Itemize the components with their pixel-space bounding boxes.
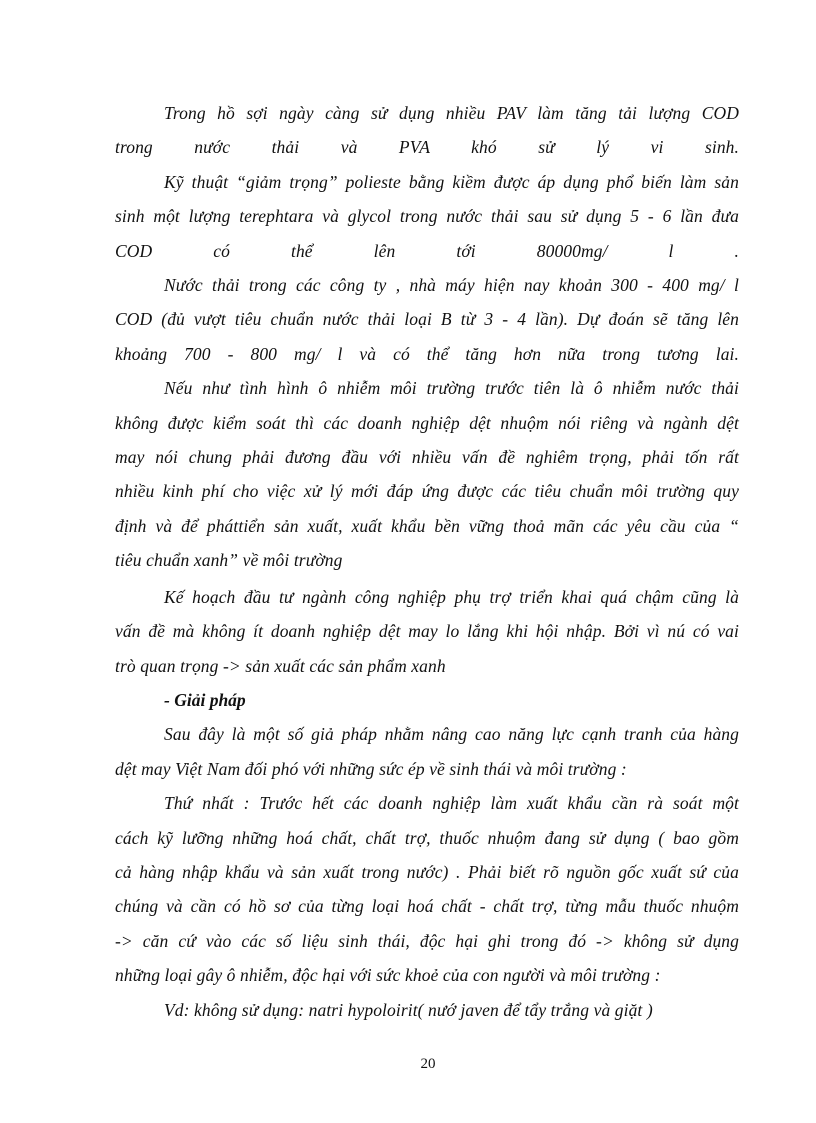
paragraph-3-line-2: COD (đủ vượt tiêu chuẩn nước thải loại B từ 3 - 4 lần). Dự đoán sẽ tăng lên	[115, 309, 739, 330]
paragraph-5-line-2: vấn đề mà không ít doanh nghiệp dệt may lo lắng khi hội nhập. Bởi vì nú có vai	[115, 621, 739, 642]
paragraph-7-line-5: -> căn cứ vào các số liệu sinh thái, độc hại ghi trong đó -> không sử dụng	[115, 930, 739, 951]
paragraph-4-line-2: không được kiểm soát thì các doanh nghiệp dệt nhuộm nói riêng và ngành dệt	[115, 412, 739, 433]
paragraph-7-line-3: cả hàng nhập khẩu và sản xuất trong nước) . Phải biết rõ nguồn gốc xuất sứ của	[115, 861, 739, 882]
document-page	[115, 96, 739, 1027]
paragraph-3	[115, 268, 739, 371]
paragraph-4	[115, 371, 739, 577]
paragraph-3-line-3: khoảng 700 - 800 mg/ l và có thể tăng hơn nữa trong tương lai.	[115, 343, 739, 364]
paragraph-6-line-2: dệt may Việt Nam đối phó với những sức ép về sinh thái và môi trường :	[115, 758, 627, 779]
paragraph-5-line-3: trò quan trọng -> sản xuất các sản phẩm xanh	[115, 655, 446, 676]
paragraph-4-line-1: Nếu như tình hình ô nhiễm môi trường trước tiên là ô nhiễm nước thải	[164, 378, 739, 399]
paragraph-4-line-3: may nói chung phải đương đầu với nhiều vấn đề nghiêm trọng, phải tốn rất	[115, 447, 739, 468]
paragraph-2	[115, 165, 739, 268]
paragraph-4-line-4: nhiều kinh phí cho việc xử lý mới đáp ứng được các tiêu chuẩn môi trường quy	[115, 481, 739, 502]
paragraph-4-line-5: định và để pháttiển sản xuất, xuất khẩu bền vững thoả mãn các yêu cầu của “	[115, 515, 739, 536]
paragraph-2-line-3: COD có thể lên tới 80000mg/ l .	[115, 240, 739, 261]
paragraph-7-line-6: những loại gây ô nhiễm, độc hại với sức khoẻ của con người và môi trường :	[115, 965, 661, 986]
paragraph-8	[115, 993, 739, 1027]
paragraph-7-line-1: Thứ nhất : Trước hết các doanh nghiệp làm xuất khẩu cần rà soát một	[164, 793, 739, 814]
paragraph-2-line-2: sinh một lượng terephtara và glycol trong nước thải sau sử dụng 5 - 6 lần đưa	[115, 206, 739, 227]
paragraph-5-line-1: Kế hoạch đầu tư ngành công nghiệp phụ trợ triển khai quá chậm cũng là	[164, 586, 739, 607]
section-heading-solutions: - Giải pháp	[164, 689, 246, 710]
paragraph-3-line-1: Nước thải trong các công ty , nhà máy hiện nay khoản 300 - 400 mg/ l	[164, 275, 739, 296]
paragraph-5	[115, 580, 739, 683]
paragraph-8-line-1: Vd: không sử dụng: natri hypoloirit( nướ javen để tẩy trắng và giặt )	[164, 999, 653, 1020]
paragraph-7	[115, 786, 739, 992]
paragraph-4-line-6: tiêu chuẩn xanh” về môi trường	[115, 550, 343, 571]
paragraph-6	[115, 717, 739, 786]
paragraph-1-line-1: Trong hồ sợi ngày càng sử dụng nhiều PAV làm tăng tải lượng COD	[164, 103, 739, 123]
paragraph-7-line-4: chúng và cần có hồ sơ của từng loại hoá chất - chất trợ, từng mẫu thuốc nhuộm	[115, 896, 739, 917]
paragraph-1-line-2: trong nước thải và PVA khó sử lý vi sinh.	[115, 137, 739, 158]
paragraph-7-line-2: cách kỹ lưỡng những hoá chất, chất trợ, thuốc nhuộm đang sử dụng ( bao gồm	[115, 827, 739, 848]
paragraph-1	[115, 96, 739, 165]
paragraph-2-line-1: Kỹ thuật “giảm trọng” polieste bằng kiềm được áp dụng phổ biến làm sản	[164, 171, 739, 192]
page-number: 20	[420, 1056, 436, 1072]
paragraph-6-line-1: Sau đây là một số giả pháp nhằm nâng cao năng lực cạnh tranh của hàng	[164, 724, 739, 745]
